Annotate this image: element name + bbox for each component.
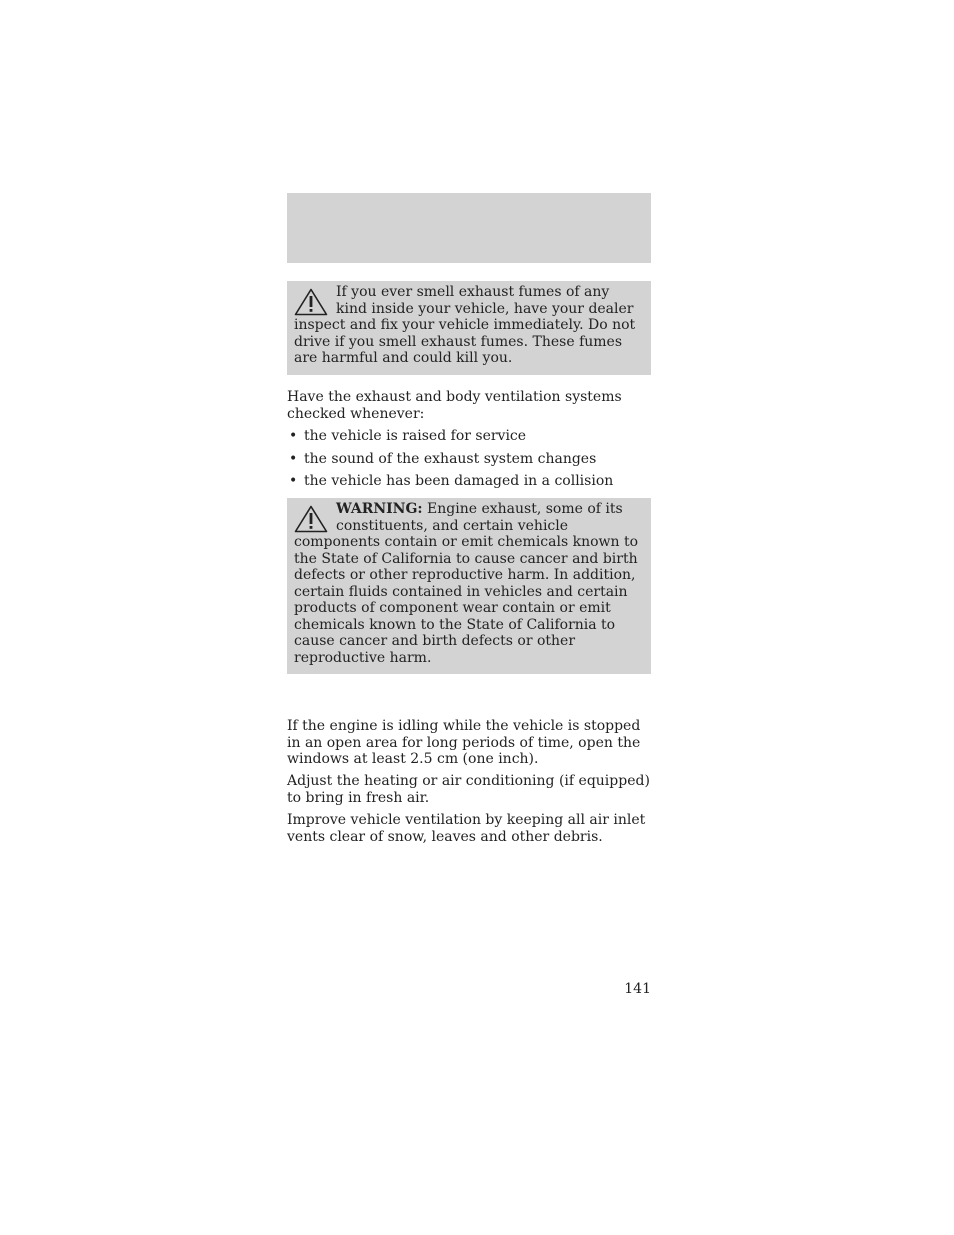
fresh-air-paragraph: Adjust the heating or air conditioning (if equipped) to bring in fresh air. (287, 773, 650, 806)
warning-label: WARNING: (336, 501, 423, 517)
page-number: 141 (624, 981, 651, 997)
list-item: • the vehicle has been damaged in a collision (287, 473, 651, 496)
idling-paragraph: If the engine is idling while the vehicle is stopped in an open area for long periods of time, open the windows at least 2.5 cm (one inch). (287, 718, 641, 767)
section-header-band (287, 193, 651, 263)
ventilation-check-intro: Have the exhaust and body ventilation systems checked whenever: (287, 389, 622, 422)
exhaust-fumes-warning-text: If you ever smell exhaust fumes of any kind inside your vehicle, have your dealer inspect and fix your vehicle immediately. Do not drive if you smell exhaust fumes. These fumes are harmful and could kill you. (294, 284, 636, 366)
list-item: • the vehicle is raised for service (287, 428, 651, 451)
warning-triangle-icon (294, 288, 328, 316)
warning-triangle-icon (294, 505, 328, 533)
exhaust-fumes-warning-box (287, 281, 651, 375)
california-warning-box (287, 498, 651, 674)
california-warning-text (294, 501, 644, 666)
list-item: • the sound of the exhaust system changes (287, 451, 651, 474)
california-warning-body: Engine exhaust, some of its constituents, and certain vehicle components contain or emit chemicals known to the State of California to cause cancer and birth defects or other reproductive harm. In addition, certain fluids contained in vehicles and certain products of component wear contain or emit chemicals known to the State of California to cause cancer and birth defects or other reproductive harm. (294, 501, 639, 666)
air-inlet-paragraph: Improve vehicle ventilation by keeping all air inlet vents clear of snow, leaves and other debris. (287, 812, 646, 845)
ventilation-check-list (287, 428, 651, 496)
